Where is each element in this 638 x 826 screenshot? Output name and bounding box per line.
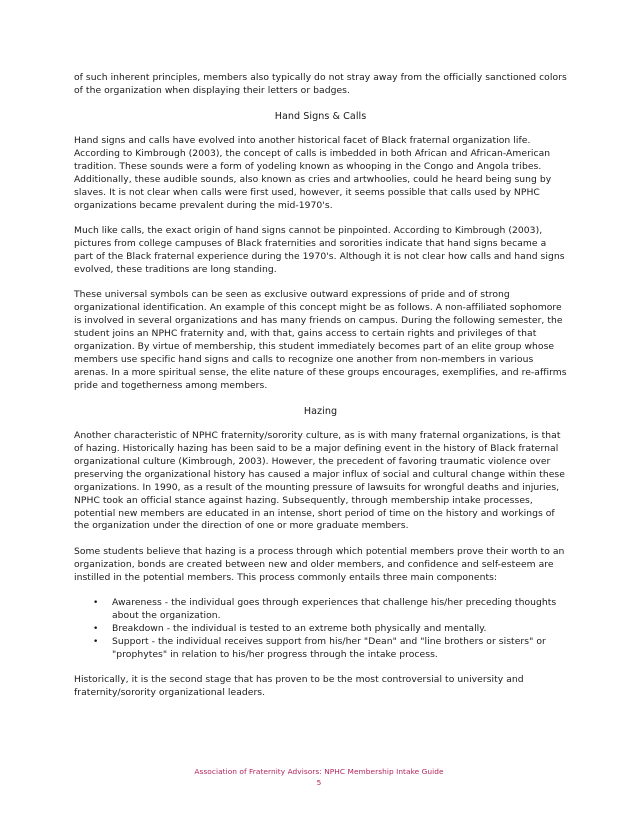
bullet-icon: • bbox=[93, 623, 99, 634]
components-list bbox=[74, 597, 567, 662]
paragraph: Another characteristic of NPHC fraternity/sorority culture, as is with many fraternal organizations, is that of hazing. Historically hazing has been said to be a major defining event in the history of Black fraternal organizational culture (Kimbrough, 2003). However, the precedent of favoring traumatic violence over preserving the organizational history has caused a major influx of social and cultural change within these organizations. In 1990, as a result of the mounting pressure of lawsuits for wrongful deaths and injuries, NPHC took an official stance against hazing. Subsequently, through membership intake processes, potential new members are educated in an intense, short period of time on the history and workings of the organization under the direction of one or more graduate members. bbox=[74, 430, 565, 532]
paragraph: These universal symbols can be seen as exclusive outward expressions of pride and of strong organizational identification. An example of this concept might be as follows. A non-affiliated sophomore is involved in several organizations and has many friends on campus. During the following semester, the student joins an NPHC fraternity and, with that, gains access to certain rights and privileges of that organization. By virtue of membership, this student immediately becomes part of an elite group whose members use specific hand signs and calls to recognize one another from non-members in various arenas. In a more spiritual sense, the elite nature of these groups encourages, exemplifies, and re-affirms pride and togetherness among members. bbox=[74, 289, 567, 391]
list-item bbox=[93, 635, 567, 662]
paragraph: Much like calls, the exact origin of hand signs cannot be pinpointed. According to Kimbrough (2003), pictures from college campuses of Black fraternities and sororities indicate that hand signs became a part of the Black fraternal experience during the 1970's. Although it is not clear how calls and hand signs evolved, these traditions are long standing. bbox=[74, 225, 565, 275]
closing-paragraph: Historically, it is the second stage that has proven to be the most controversial to university and fraternity/sorority organizational leaders. bbox=[74, 673, 524, 698]
section-heading-hazing: Hazing bbox=[303, 406, 338, 418]
page-footer bbox=[0, 766, 638, 788]
list-item bbox=[93, 597, 567, 623]
intro-paragraph: of such inherent principles, members also typically do not stray away from the officially sanctioned colors of the organization when displaying their letters or badges. bbox=[74, 72, 567, 96]
paragraph: Some students believe that hazing is a process through which potential members prove their worth to an organization, bonds are created between new and older members, and confidence and self-esteem are instilled in the potential members. This process commonly entails three main components: bbox=[74, 545, 565, 583]
section-heading-hand-signs: Hand Signs & Calls bbox=[274, 111, 367, 123]
page-number: 5 bbox=[316, 778, 322, 787]
bullet-icon: • bbox=[93, 598, 99, 609]
list-item bbox=[93, 622, 567, 636]
footer-title: Association of Fraternity Advisors: NPHC Membership Intake Guide bbox=[194, 767, 444, 776]
list-item-text: Support - the individual receives support from his/her "Dean" and "line brothers or sisters" or "prophytes" in relation to his/her progress through the intake process. bbox=[112, 635, 546, 660]
list-item-text: Awareness - the individual goes through experiences that challenge his/her preceding thoughts about the organization. bbox=[112, 597, 557, 621]
paragraph: Hand signs and calls have evolved into another historical facet of Black fraternal organization life. According to Kimbrough (2003), the concept of calls is imbedded in both African and African-American tradition. These sounds were a form of yodeling known as whooping in the Congo and Angola tribes. Additionally, these audible sounds, also known as cries and artwhoolies, could he heard being sung by slaves. It is not clear when calls were first used, however, it seems possible that calls used by NPHC organizations became prevalent during the mid-1970's. bbox=[74, 135, 552, 211]
list-item-text: Breakdown - the individual is tested to an extreme both physically and mentally. bbox=[112, 622, 487, 634]
bullet-icon: • bbox=[93, 636, 99, 647]
